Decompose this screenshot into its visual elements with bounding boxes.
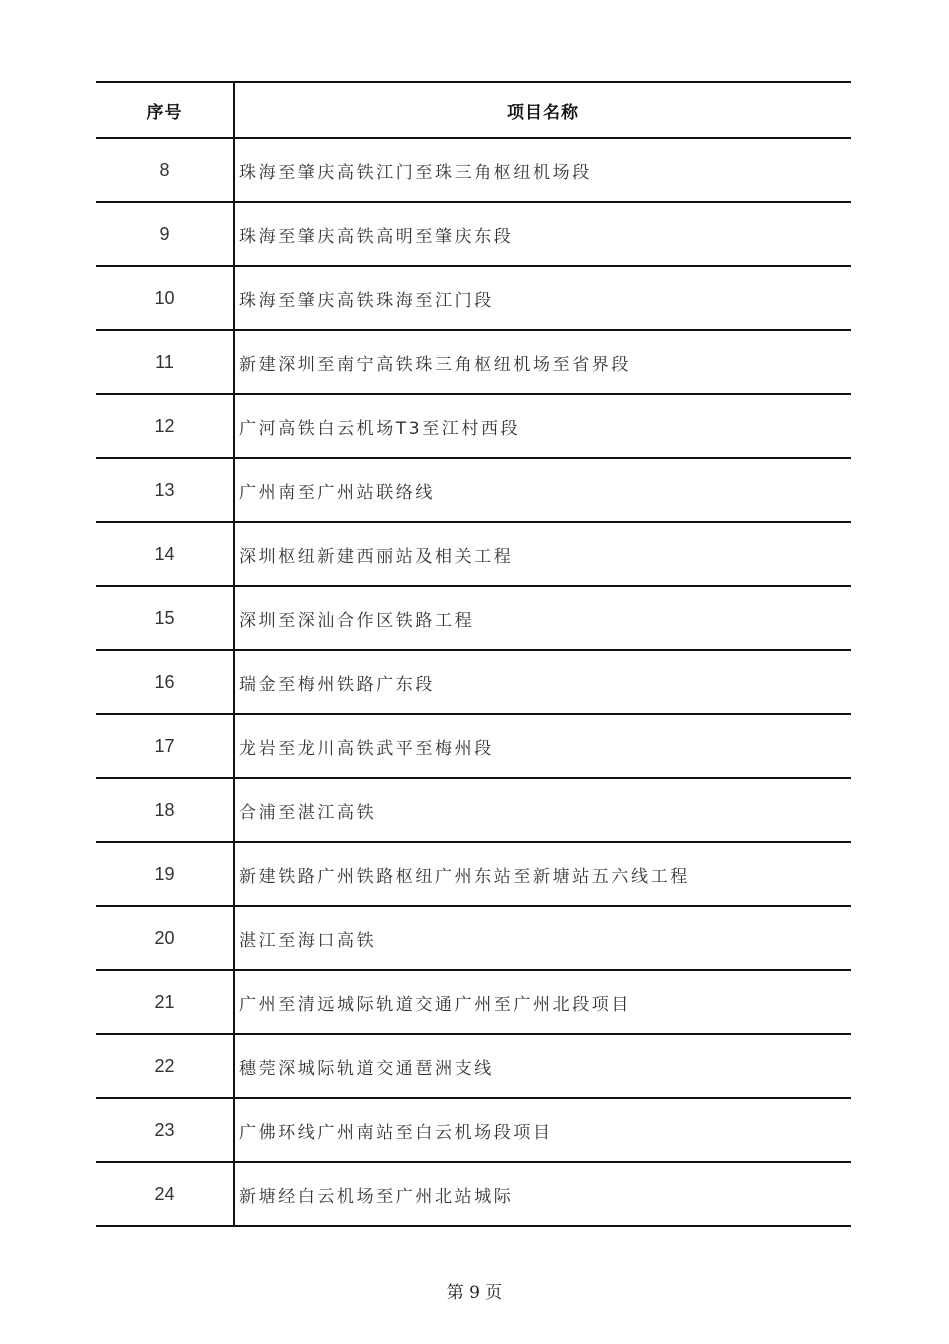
row-index: 19 — [96, 843, 235, 905]
row-project-name: 广河高铁白云机场T3至江村西段 — [239, 418, 521, 439]
row-index: 9 — [96, 203, 235, 265]
row-project-name: 新建铁路广州铁路枢纽广州东站至新塘站五六线工程 — [239, 866, 690, 887]
row-index: 18 — [96, 779, 235, 841]
table-row — [96, 203, 851, 267]
row-project-name: 广佛环线广州南站至白云机场段项目 — [239, 1122, 553, 1143]
table-header-row — [96, 83, 851, 139]
row-project-name: 穗莞深城际轨道交通琶洲支线 — [239, 1058, 494, 1079]
table-row — [96, 1163, 851, 1227]
row-project-name: 广州至清远城际轨道交通广州至广州北段项目 — [239, 994, 631, 1015]
row-project-name: 瑞金至梅州铁路广东段 — [239, 674, 435, 695]
row-index: 10 — [96, 267, 235, 329]
table-row — [96, 1035, 851, 1099]
table-row — [96, 587, 851, 651]
row-index: 21 — [96, 971, 235, 1033]
row-index: 13 — [96, 459, 235, 521]
row-index: 12 — [96, 395, 235, 457]
table-row — [96, 907, 851, 971]
table-row — [96, 331, 851, 395]
table-row — [96, 971, 851, 1035]
row-index: 17 — [96, 715, 235, 777]
row-project-name: 龙岩至龙川高铁武平至梅州段 — [239, 738, 494, 759]
project-table — [96, 81, 851, 1227]
row-project-name: 新建深圳至南宁高铁珠三角枢纽机场至省界段 — [239, 354, 631, 375]
row-index: 8 — [96, 139, 235, 201]
row-index: 22 — [96, 1035, 235, 1097]
row-project-name: 珠海至肇庆高铁高明至肇庆东段 — [239, 226, 514, 247]
row-project-name: 珠海至肇庆高铁江门至珠三角枢纽机场段 — [239, 162, 592, 183]
row-index: 16 — [96, 651, 235, 713]
row-project-name: 湛江至海口高铁 — [239, 930, 377, 951]
row-index: 11 — [96, 331, 235, 393]
row-project-name: 新塘经白云机场至广州北站城际 — [239, 1186, 514, 1207]
table-row — [96, 523, 851, 587]
row-index: 24 — [96, 1163, 235, 1225]
table-row — [96, 651, 851, 715]
row-project-name: 珠海至肇庆高铁珠海至江门段 — [239, 290, 494, 311]
table-row — [96, 267, 851, 331]
row-index: 20 — [96, 907, 235, 969]
table-row — [96, 715, 851, 779]
row-index: 14 — [96, 523, 235, 585]
row-project-name: 合浦至湛江高铁 — [239, 802, 377, 823]
header-project-name: 项目名称 — [507, 102, 579, 123]
row-project-name: 深圳至深汕合作区铁路工程 — [239, 610, 475, 631]
row-project-name: 广州南至广州站联络线 — [239, 482, 435, 503]
row-index: 23 — [96, 1099, 235, 1161]
table-row — [96, 139, 851, 203]
page-number: 第 9 页 — [446, 1283, 503, 1303]
row-index: 15 — [96, 587, 235, 649]
table-row — [96, 1099, 851, 1163]
row-project-name: 深圳枢纽新建西丽站及相关工程 — [239, 546, 514, 567]
table-body — [96, 139, 851, 1227]
header-index: 序号 — [96, 83, 235, 137]
table-row — [96, 779, 851, 843]
table-row — [96, 459, 851, 523]
table-row — [96, 395, 851, 459]
table-row — [96, 843, 851, 907]
